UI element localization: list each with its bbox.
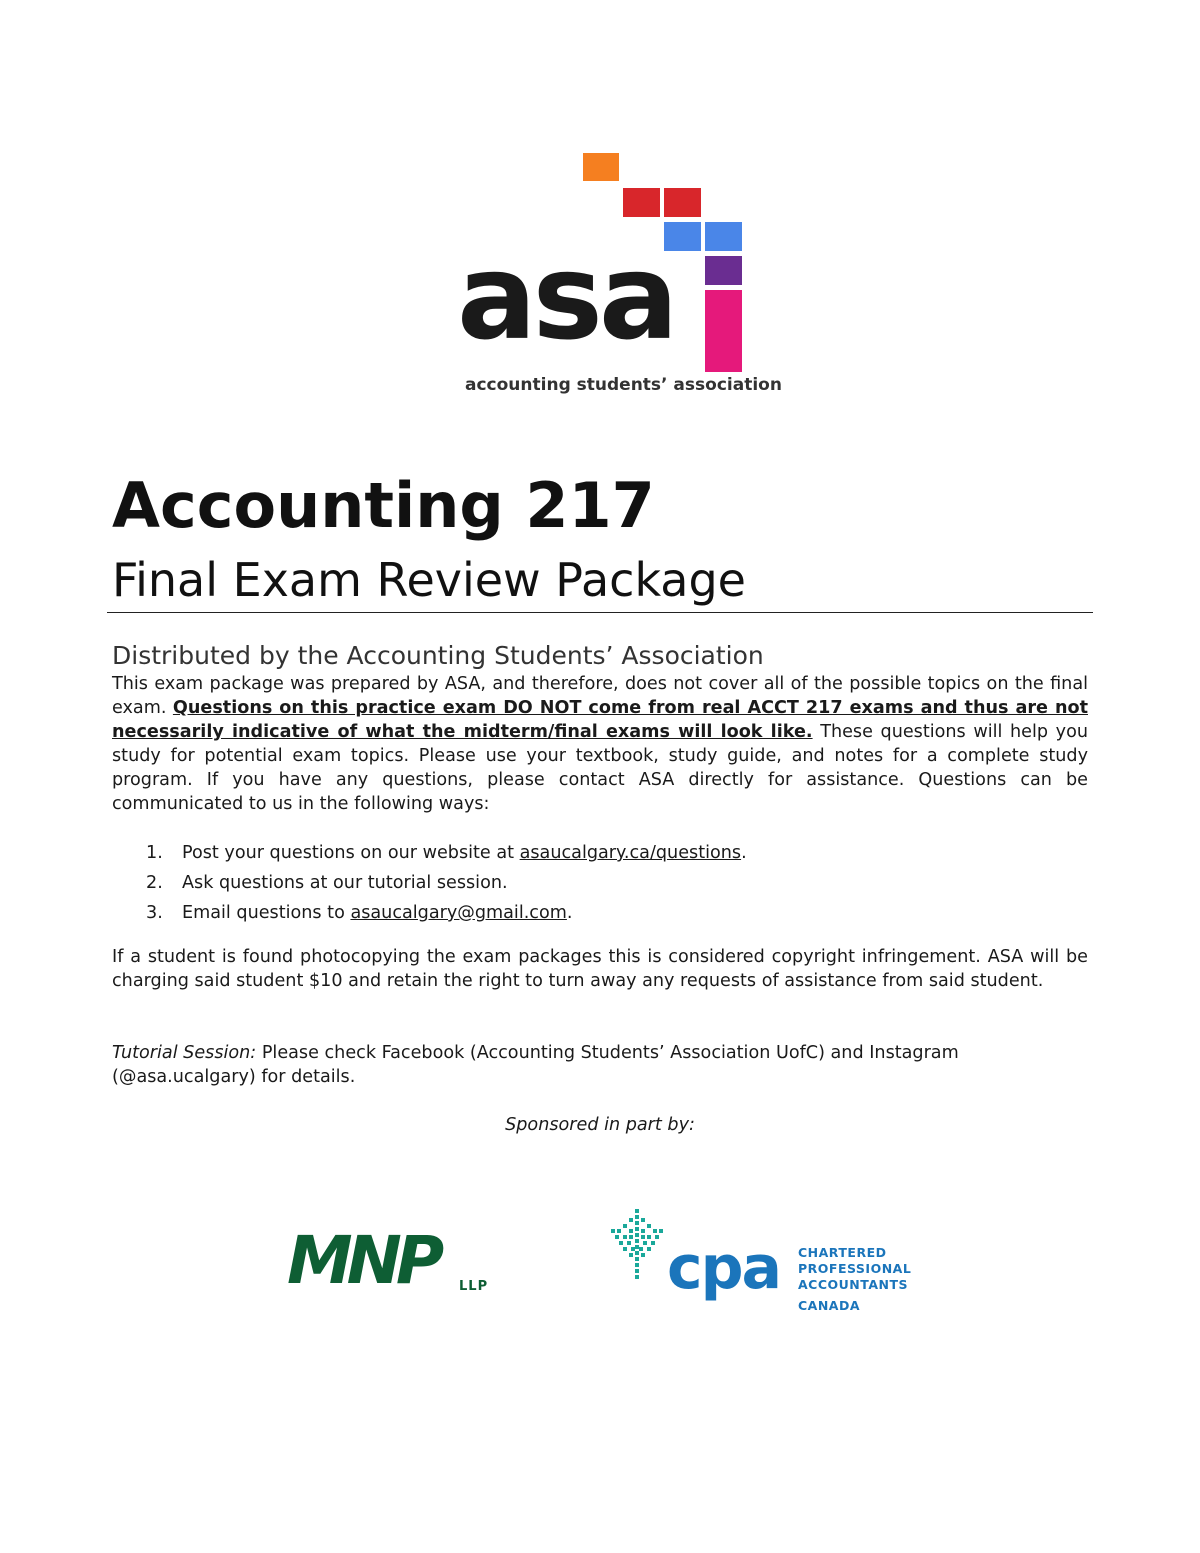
list-item-text: Ask questions at our tutorial session. — [182, 873, 508, 893]
email-link[interactable]: asaucalgary@gmail.com — [350, 903, 567, 923]
logo-bar-magenta — [705, 290, 742, 372]
intro-text-1: This exam package was prepared by ASA, and therefore, does not cover all of the possible topics on the final exam. — [112, 674, 1088, 718]
tutorial-info — [112, 1041, 1088, 1089]
contact-methods-list — [112, 838, 1088, 928]
distributed-heading: Distributed by the Accounting Students’ Association — [112, 641, 764, 670]
cpa-line: PROFESSIONAL — [798, 1261, 912, 1276]
cpa-line: ACCOUNTANTS — [798, 1277, 908, 1292]
logo-square-red-1 — [623, 188, 660, 217]
asa-logo — [455, 150, 782, 400]
list-item — [112, 838, 1088, 868]
intro-paragraph — [112, 672, 1088, 816]
list-item — [112, 868, 1088, 898]
list-item-number: 3. — [146, 903, 163, 923]
logo-square-blue-2 — [705, 222, 742, 251]
tutorial-label: Tutorial Session: — [112, 1043, 257, 1063]
logo-square-red-2 — [664, 188, 701, 217]
logo-square-orange — [583, 153, 619, 181]
intro-disclaimer: Questions on this practice exam DO NOT come from real ACCT 217 exams and thus are not necessarily indicative of what the midterm/final exams will look like. — [112, 698, 1088, 742]
list-item-text: Post your questions on our website at — [182, 843, 520, 863]
tutorial-text: Please check Facebook (Accounting Students’ Association UofC) and Instagram (@asa.ucalgary) for details. — [112, 1043, 959, 1087]
mnp-suffix: LLP — [459, 1279, 489, 1294]
list-item-number: 2. — [146, 873, 163, 893]
intro-text-2: These questions will help you study for potential exam topics. Please use your textbook, study guide, and notes for a complete study program. If you have any questions, please contact ASA directly for assistance. Questions can be communicated to us in the following ways: — [112, 722, 1088, 814]
title-divider — [107, 612, 1093, 613]
asa-wordmark: asa — [457, 228, 675, 366]
cpa-line: CANADA — [798, 1298, 861, 1313]
website-link[interactable]: asaucalgary.ca/questions — [519, 843, 742, 863]
list-item — [112, 898, 1088, 928]
maple-leaf-icon — [607, 1207, 667, 1287]
mnp-logo — [287, 1222, 497, 1300]
list-item-text: Email questions to — [182, 903, 351, 923]
asa-tagline: accounting students’ association — [465, 375, 782, 395]
cpa-logo — [605, 1205, 925, 1320]
list-item-end: . — [741, 843, 747, 863]
sponsored-label: Sponsored in part by: — [505, 1115, 695, 1135]
list-item-end: . — [566, 903, 573, 923]
copyright-notice: If a student is found photocopying the exam packages this is considered copyright infringement. ASA will be charging said student $10 and retain the right to turn away any requests of assistance from said student. — [112, 947, 1088, 991]
cpa-line: CHARTERED — [798, 1245, 887, 1260]
page-subtitle: Final Exam Review Package — [112, 553, 746, 607]
page-title: Accounting 217 — [112, 469, 655, 542]
mnp-wordmark: MNP — [287, 1222, 439, 1299]
list-item-number: 1. — [146, 843, 163, 863]
logo-square-purple — [705, 256, 742, 285]
cpa-wordmark: cpa — [667, 1233, 781, 1303]
